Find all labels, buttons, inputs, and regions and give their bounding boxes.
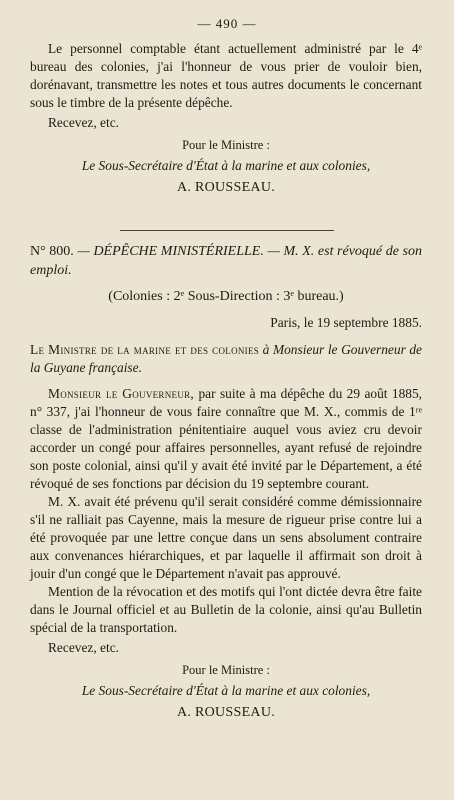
dateline: Paris, le 19 septembre 1885. [270,315,422,330]
signatory-name-2: A. ROUSSEAU. [176,705,276,720]
address-line [30,341,422,377]
dispatch-number: N° 800. [30,244,74,259]
body-paragraph-3: Mention de la révocation et des motifs qui l'ont dictée devra être faite dans le Journal officiel et au Bulletin de la colonie, ainsi qu'au Bulletin spécial de la transportation. [30,584,422,635]
separator-rule [120,230,334,231]
closing-paragraph: Le personnel comptable étant actuellement administré par le 4ᵉ bureau des colonies, j'ai l'honneur de vous prier de vouloir bien, dorénavant, transmettre les notes et tous autres documents le concernant sous le timbre de la présente dépêche. [30,41,422,110]
recevez-line-2: Recevez, etc. [48,640,119,655]
address-main: Le Ministre de la marine et des colonies [30,342,260,357]
dispatch-800 [30,242,422,722]
pour-le-ministre-2: Pour le Ministre : [182,663,270,677]
page-number: — 490 — [197,16,257,31]
dispatch-subject: M. X. est révoqué de son emploi. [30,244,422,278]
signatory-title: Le Sous-Secrétaire d'État à la marine et aux colonies, [81,158,371,173]
pour-le-ministre: Pour le Ministre : [182,138,270,152]
signatory-name: A. ROUSSEAU. [176,180,276,195]
recevez-line: Recevez, etc. [48,115,119,130]
direction-line: (Colonies : 2ᵉ Sous-Direction : 3ᵉ bureau.) [108,289,344,304]
body-paragraph-2: M. X. avait été prévenu qu'il serait considéré comme démissionnaire s'il ne ralliait pas Cayenne, mais la mesure de rigueur prise contre lui a été provoquée par une lettre conçue dans un sens absolument contraire aux convenances hiérarchiques, et par laquelle il affirmait son droit à jouir d'un congé que le Département n'avait pas approuvé. [30,494,422,581]
dispatch-heading [30,242,422,280]
salutation: Monsieur le Gouverneur, [48,386,195,401]
address-tail: à Monsieur le Gouverneur de la Guyane française. [30,342,422,375]
dispatch-label: — DÉPÊCHE MINISTÉRIELLE. — [77,244,280,259]
body-paragraph-1 [30,385,422,493]
signatory-title-2: Le Sous-Secrétaire d'État à la marine et aux colonies, [81,683,371,698]
body-paragraph-1-text: par suite à ma dépêche du 29 août 1885, n° 337, j'ai l'honneur de vous faire connaître que M. X., commis de 1ʳᵉ classe de l'administration pénitentiaire auquel vous aviez cru devoir accorder un congé pour affaires personnelles, ayant refusé de rejoindre son poste colonial, ainsi qu'il y avait été invité par le Département, a été révoqué de ses fonctions par décision du 19 septembre courant. [30,386,423,491]
first-dispatch-end [30,40,422,197]
